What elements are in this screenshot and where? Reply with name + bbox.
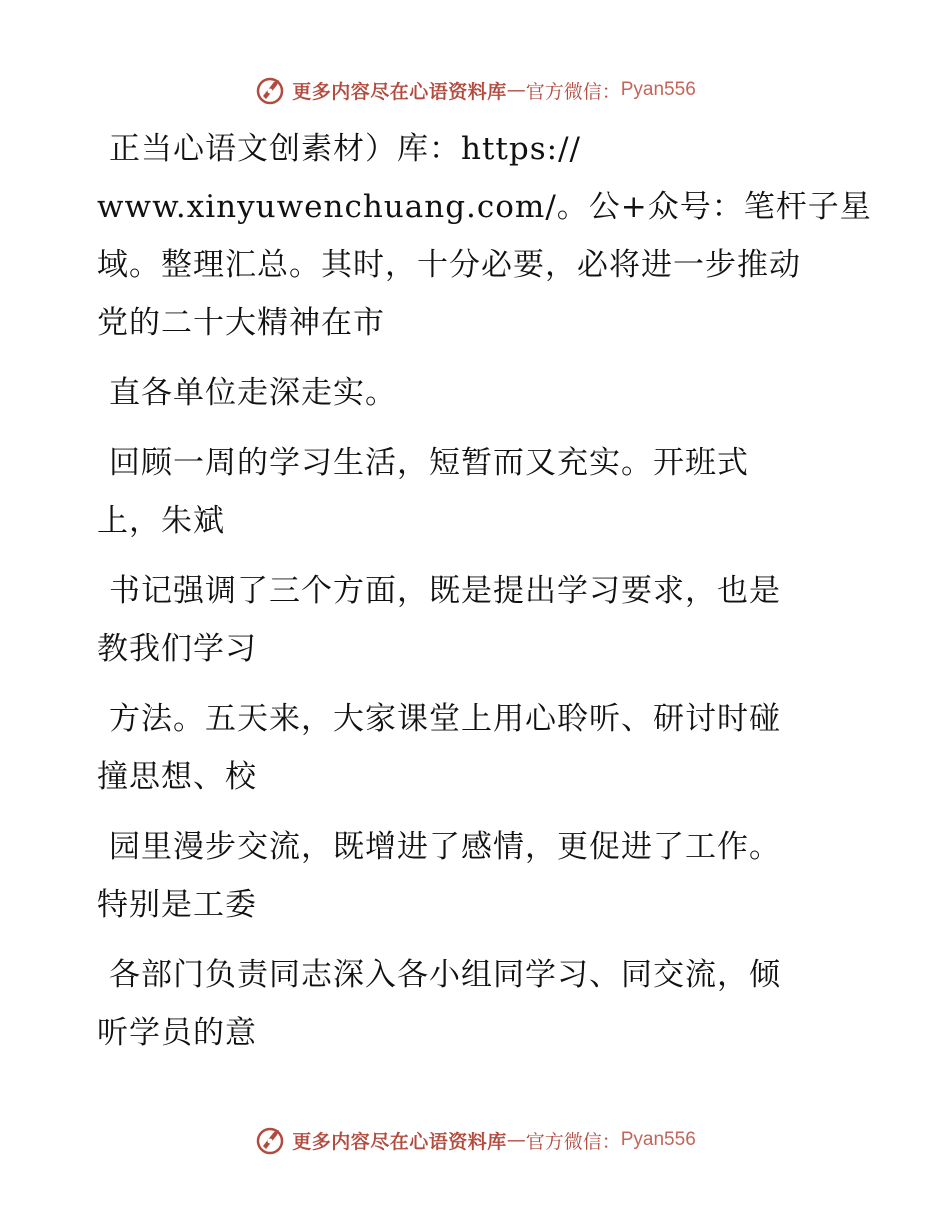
- text-line: 特别是工委: [97, 887, 257, 923]
- text-line: 园里漫步交流，既增进了感情，更促进了工作。: [109, 829, 781, 865]
- text-line: 直各单位走深走实。: [109, 375, 397, 411]
- text-line: 域。整理汇总。其时，十分必要，必将进一步推动: [97, 247, 801, 283]
- text-line: www.xinyuwenchuang.com/。公+众号：笔杆子星: [97, 189, 872, 225]
- watermark-wechat-label: 官方微信：: [525, 1130, 621, 1153]
- text-line: 回顾一周的学习生活，短暂而又充实。开班式: [109, 445, 749, 481]
- text-line: 正当心语文创素材）库：https://: [109, 131, 581, 167]
- watermark-separator: —: [506, 1129, 526, 1151]
- footer-watermark: [0, 1120, 950, 1160]
- text-line: 撞思想、校: [97, 759, 257, 795]
- text-line: 党的二十大精神在市: [97, 305, 385, 341]
- document-body: [97, 120, 872, 1062]
- header-watermark: [0, 70, 950, 110]
- watermark-wechat-label: 官方微信：: [525, 80, 621, 103]
- watermark-text: 更多内容尽在心语资料库: [292, 1130, 507, 1153]
- text-line: 各部门负责同志深入各小组同学习、同交流，倾: [109, 957, 781, 993]
- pen-nib-logo-icon: [254, 74, 286, 106]
- watermark-wechat-id: Pyan556: [620, 1129, 696, 1150]
- watermark-text: 更多内容尽在心语资料库: [292, 80, 507, 103]
- text-line: 听学员的意: [97, 1015, 257, 1051]
- text-line: 教我们学习: [97, 631, 257, 667]
- watermark-separator: —: [506, 79, 526, 101]
- pen-nib-logo-icon: [254, 1124, 286, 1156]
- text-line: 上，朱斌: [97, 503, 225, 539]
- text-line: 方法。五天来，大家课堂上用心聆听、研讨时碰: [109, 701, 781, 737]
- text-line: 书记强调了三个方面，既是提出学习要求，也是: [109, 573, 781, 609]
- watermark-wechat-id: Pyan556: [620, 79, 696, 100]
